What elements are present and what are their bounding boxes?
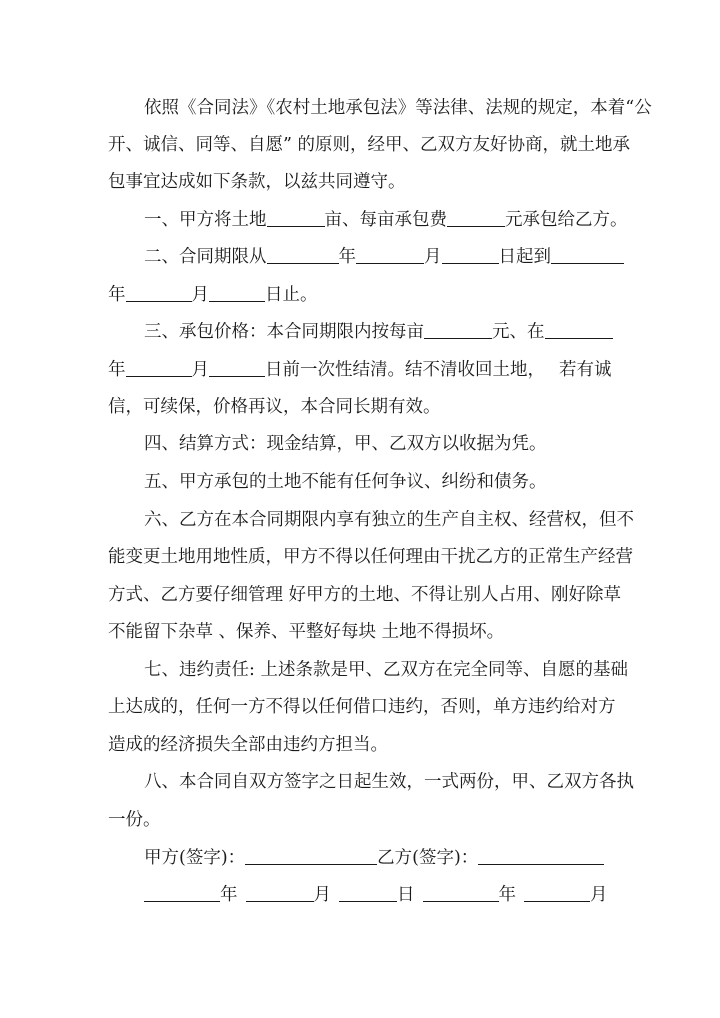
start-day-blank[interactable] [442,245,499,264]
clause-1-text-b: 亩、每亩承包费 [324,210,447,230]
intro-line-2: 开、诚信、同等、自愿” 的原则，经甲、乙双方友好协商，就土地承 [108,135,631,155]
start-month-blank[interactable] [356,245,424,264]
clause-3-text-f: 若有诚 [559,360,612,380]
pay-month-blank[interactable] [126,358,192,377]
party-a-year-blank[interactable] [144,883,220,902]
clause-2-text-a: 二、合同期限从 [144,247,267,267]
end-year-blank[interactable] [551,245,624,264]
party-b-signature-blank[interactable] [478,846,604,865]
clause-2-line-2 [108,283,612,307]
party-b-label: 乙方(签字)： [377,848,479,868]
area-blank[interactable] [267,208,325,227]
start-year-blank[interactable] [267,245,339,264]
party-a-signature-blank[interactable] [245,846,377,865]
clause-6-line-1: 六、乙方在本合同期限内享有独立的生产自主权、经营权，但不 [144,510,634,530]
clause-6-line-4: 不能留下杂草 、保养、平整好每块 土地不得损坏。 [108,622,505,642]
fee-blank[interactable] [447,208,505,227]
party-a-day-label: 日 [397,885,415,905]
clause-2-text-c: 月 [424,247,442,267]
party-a-day-blank[interactable] [339,883,397,902]
clause-2-text-e: 年 [108,285,126,305]
clause-5: 五、甲方承包的土地不能有任何争议、纠纷和债务。 [144,472,547,492]
clause-8-line-2: 一份。 [108,810,161,830]
party-b-year-blank[interactable] [423,883,499,902]
clause-7-text-a: 上达成的， [108,697,196,717]
clause-7-text-b: 任何一方不得以任何借口违约，否则，单方违约给对方 [195,697,616,717]
clause-7-line-3: 造成的经济损失全部由违约方担当。 [108,735,388,755]
intro-line-1: 依照《合同法》《农村土地承包法》等法律、法规的规定，本着“公 [144,98,652,118]
signature-row [108,846,612,870]
clause-6-line-3: 方式、乙方要仔细管理 好甲方的土地、不得让别人占用、刚好除草 [108,585,622,605]
party-a-year-label: 年 [220,885,238,905]
pay-day-blank[interactable] [209,358,265,377]
clause-3-text-e: 日前一次性结清。结不清收回土地， [265,360,545,380]
clause-1-text-c: 元承包给乙方。 [505,210,628,230]
party-b-month-blank[interactable] [524,883,590,902]
clause-3-text-a: 三、承包价格：本合同期限内按每亩 [144,322,424,342]
clause-6-line-2: 能变更土地用地性质，甲方不得以任何理由干扰乙方的正常生产经营 [108,547,633,567]
clause-4: 四、结算方式：现金结算，甲、乙双方以收据为凭。 [144,434,547,454]
clause-3-text-c: 年 [108,360,126,380]
clause-3-line-2 [108,358,612,382]
party-a-label: 甲方(签字)： [144,848,246,868]
party-a-month-label: 月 [313,885,331,905]
end-day-blank[interactable] [209,283,265,302]
clause-2-line-1 [108,245,612,269]
signature-date-row [108,883,612,907]
clause-3-line-3: 信，可续保，价格再议，本合同长期有效。 [108,397,441,417]
clause-7-line-1: 七、违约责任: 上述条款是甲、乙双方在完全同等、自愿的基础 [144,660,628,680]
clause-2-text-d: 日起到 [498,247,551,267]
clause-3-text-b: 元、在 [492,322,545,342]
clause-2-text-g: 日止。 [265,285,318,305]
clause-1-text-a: 一、甲方将土地 [144,210,267,230]
pay-year-blank[interactable] [545,320,613,339]
clause-7-line-2 [108,695,616,719]
end-month-blank[interactable] [126,283,192,302]
clause-2-text-b: 年 [338,247,356,267]
clause-8-line-1: 八、本合同自双方签字之日起生效，一式两份，甲、乙双方各执 [144,772,634,792]
party-b-month-label: 月 [590,885,608,905]
clause-3-text-d: 月 [191,360,209,380]
party-b-year-label: 年 [498,885,516,905]
price-blank[interactable] [424,320,492,339]
clause-3-line-1 [108,320,612,344]
clause-2-text-f: 月 [191,285,209,305]
clause-1 [108,208,628,232]
intro-line-3: 包事宜达成如下条款，以兹共同遵守。 [108,172,406,192]
party-a-month-blank[interactable] [246,883,314,902]
